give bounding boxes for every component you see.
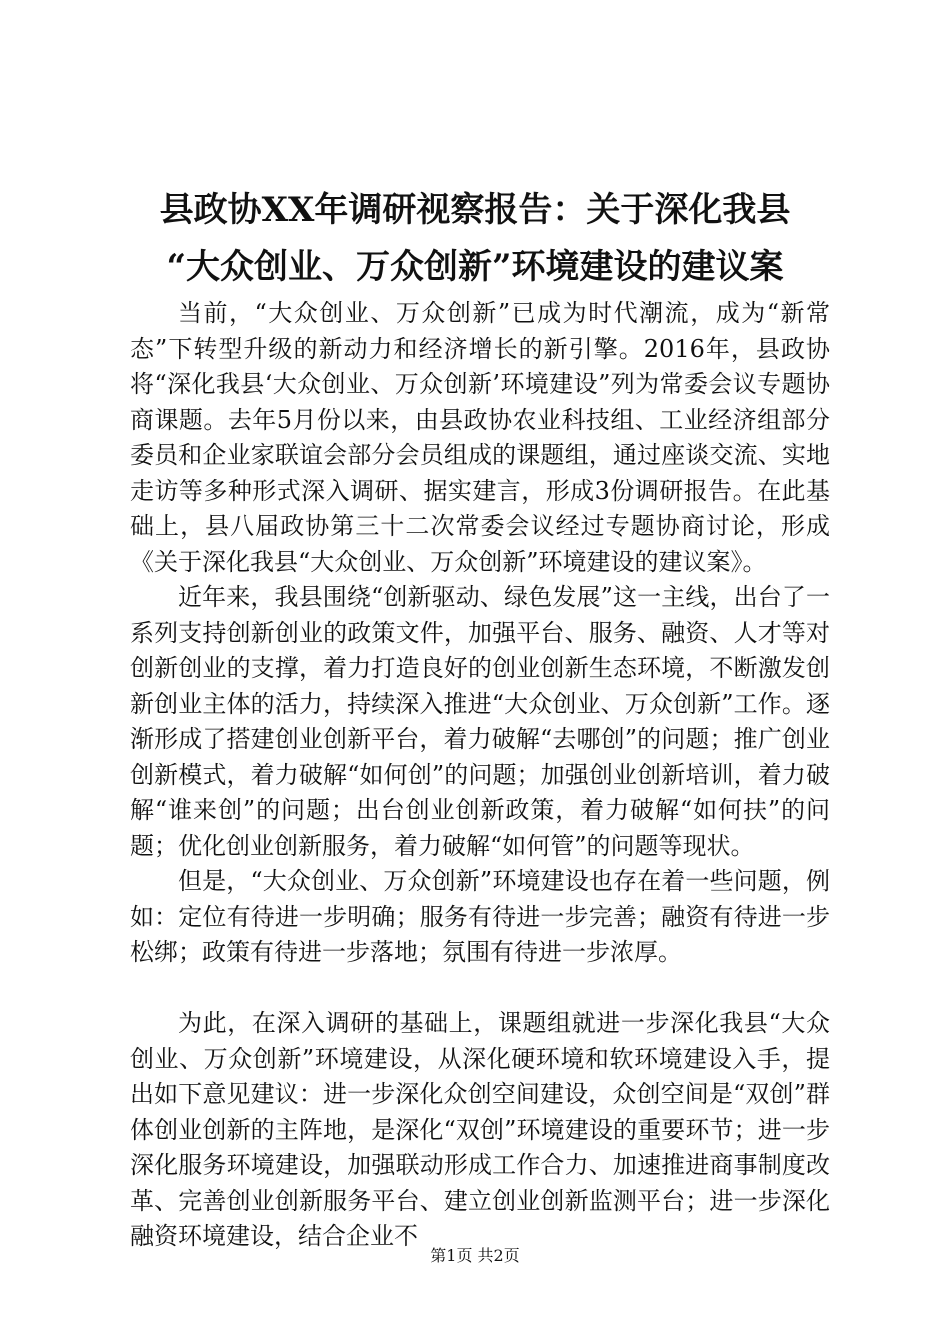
paragraph-problems: 但是，“大众创业、万众创新”环境建设也存在着一些问题，例如：定位有待进一步明确；服务有待进一步完善；融资有待进一步松绑；政策有待进一步落地；氛围有待进一步浓厚。 (130, 867, 830, 966)
title-line-1: 县政协XX年调研视察报告：关于深化我县 (159, 190, 791, 230)
title-line-2: “大众创业、万众创新”环境建设的建议案 (166, 247, 784, 287)
paragraph-intro: 当前，“大众创业、万众创新”已成为时代潮流，成为“新常态”下转型升级的新动力和经济增长的新引擎。2016年，县政协将“深化我县‘大众创业、万众创新’环境建设”列为常委会议专题协商课题。去年5月份以来，由县政协农业科技组、工业经济组部分委员和企业家联谊会部分会员组成的课题组，通过座谈交流、实地走访等多种形式深入调研、据实建言，形成3份调研报告。在此基础上，县八届政协第三十二次常委会议经过专题协商讨论，形成《关于深化我县“大众创业、万众创新”环境建设的建议案》。 (130, 299, 830, 576)
page-footer: 第1页 共2页 (430, 1246, 520, 1265)
paragraph-suggestions: 为此，在深入调研的基础上，课题组就进一步深化我县“大众创业、万众创新”环境建设，从深化硬环境和软环境建设入手，提出如下意见建议：进一步深化众创空间建设，众创空间是“双创”群体创业创新的主阵地，是深化“双创”环境建设的重要环节；进一步深化服务环境建设，加强联动形成工作合力、加速推进商事制度改革、完善创业创新服务平台、建立创业创新监测平台；进一步深化融资环境建设，结合企业不 (130, 1009, 830, 1250)
document-body (130, 296, 830, 1255)
document-title (60, 182, 890, 296)
paragraph-progress: 近年来，我县围绕“创新驱动、绿色发展”这一主线，出台了一系列支持创新创业的政策文件，加强平台、服务、融资、人才等对创新创业的支撑，着力打造良好的创业创新生态环境，不断激发创新创业主体的活力，持续深入推进“大众创业、万众创新”工作。逐渐形成了搭建创业创新平台，着力破解“去哪创”的问题；推广创业创新模式，着力破解“如何创”的问题；加强创业创新培训，着力破解“谁来创”的问题；出台创业创新政策，着力破解“如何扶”的问题；优化创业创新服务，着力破解“如何管”的问题等现状。 (130, 583, 830, 860)
